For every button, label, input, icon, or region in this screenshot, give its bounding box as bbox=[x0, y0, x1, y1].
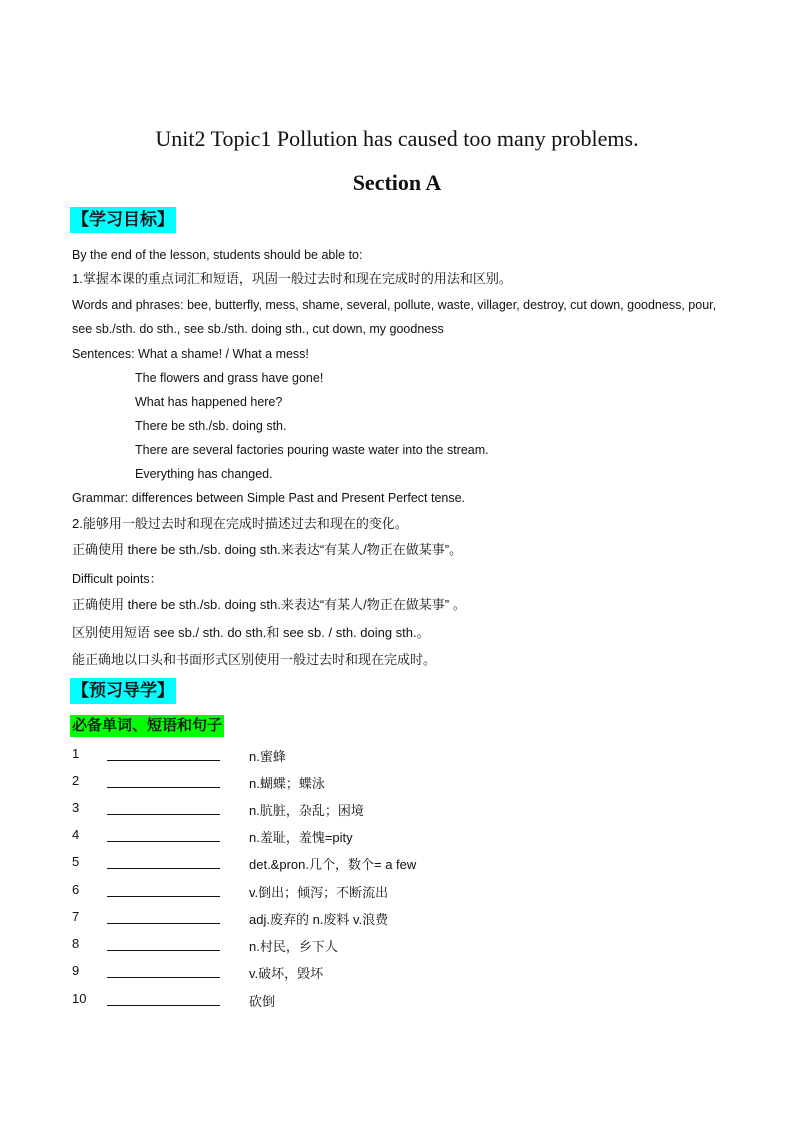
difficult-point: 区别使用短语 see sb./ sth. do sth.和 see sb. / sth. doing sth.。 bbox=[72, 625, 430, 640]
vocab-blank[interactable] bbox=[107, 841, 220, 842]
vocab-number: 4 bbox=[72, 827, 80, 842]
goal-1: 1.掌握本课的重点词汇和短语，巩固一般过去时和现在完成时的用法和区别。 bbox=[72, 271, 512, 286]
grammar-line: Grammar: differences between Simple Past and Present Perfect tense. bbox=[72, 491, 466, 505]
vocab-meaning: v.倒出；倾泻；不断流出 bbox=[249, 885, 389, 900]
vocab-meaning: n.蜜蜂 bbox=[249, 749, 286, 764]
vocab-blank[interactable] bbox=[107, 896, 220, 897]
sentence-item: There are several factories pouring waste water into the stream. bbox=[135, 443, 489, 457]
vocab-number: 1 bbox=[72, 746, 80, 761]
goal-2: 2.能够用一般过去时和现在完成时描述过去和现在的变化。 bbox=[72, 516, 408, 531]
vocab-meaning: det.&pron.几个，数个= a few bbox=[249, 857, 417, 872]
section-title: Section A bbox=[352, 170, 442, 195]
vocab-number: 5 bbox=[72, 854, 80, 869]
sentence-item: There be sth./sb. doing sth. bbox=[135, 419, 287, 433]
sentence-item: The flowers and grass have gone! bbox=[135, 371, 324, 385]
goal-3: 正确使用 there be sth./sb. doing sth.来表达“有某人/物正在做某事”。 bbox=[72, 542, 463, 557]
vocab-blank[interactable] bbox=[107, 977, 220, 978]
vocab-blank[interactable] bbox=[107, 923, 220, 924]
difficult-point: 正确使用 there be sth./sb. doing sth.来表达“有某人/物正在做某事” 。 bbox=[72, 597, 466, 612]
vocab-blank[interactable] bbox=[107, 950, 220, 951]
vocab-number: 2 bbox=[72, 773, 80, 788]
words-line-1: Words and phrases: bee, butterfly, mess, shame, several, pollute, waste, villager, destroy, cut down, goodness, pour, bbox=[72, 298, 717, 312]
vocab-number: 3 bbox=[72, 800, 80, 815]
vocab-blank[interactable] bbox=[107, 868, 220, 869]
vocab-number: 7 bbox=[72, 909, 80, 924]
sentence-item: Everything has changed. bbox=[135, 467, 273, 481]
vocab-meaning: n.肮脏，杂乱；困境 bbox=[249, 803, 364, 818]
vocab-meaning: adj.废弃的 n.废料 v.浪费 bbox=[249, 912, 389, 927]
sentence-item: What has happened here? bbox=[135, 395, 283, 409]
vocab-meaning: n.村民，乡下人 bbox=[249, 939, 338, 954]
objectives-heading: 【学习目标】 bbox=[70, 207, 176, 233]
vocab-number: 6 bbox=[72, 882, 80, 897]
vocab-meaning: 砍倒 bbox=[249, 994, 276, 1009]
objectives-intro: By the end of the lesson, students should be able to: bbox=[72, 248, 363, 262]
vocab-blank[interactable] bbox=[107, 1005, 220, 1006]
vocab-meaning: v.破坏，毁坏 bbox=[249, 966, 324, 981]
vocab-meaning: n.羞耻，羞愧=pity bbox=[249, 830, 353, 845]
vocab-number: 10 bbox=[72, 991, 87, 1006]
difficult-point: 能正确地以口头和书面形式区别使用一般过去时和现在完成时。 bbox=[72, 652, 437, 667]
vocab-number: 8 bbox=[72, 936, 80, 951]
preview-subheading: 必备单词、短语和句子 bbox=[70, 715, 224, 737]
sentences-label: Sentences: What a shame! / What a mess! bbox=[72, 347, 309, 361]
vocab-blank[interactable] bbox=[107, 814, 220, 815]
vocab-blank[interactable] bbox=[107, 760, 220, 761]
preview-heading: 【预习导学】 bbox=[70, 678, 176, 704]
difficult-label: Difficult points： bbox=[72, 572, 163, 586]
words-line-2: see sb./sth. do sth., see sb./sth. doing sth., cut down, my goodness bbox=[72, 322, 444, 336]
vocab-blank[interactable] bbox=[107, 787, 220, 788]
page-title: Unit2 Topic1 Pollution has caused too many problems. bbox=[155, 126, 639, 151]
vocab-meaning: n.蝴蝶；蝶泳 bbox=[249, 776, 325, 791]
vocab-number: 9 bbox=[72, 963, 80, 978]
